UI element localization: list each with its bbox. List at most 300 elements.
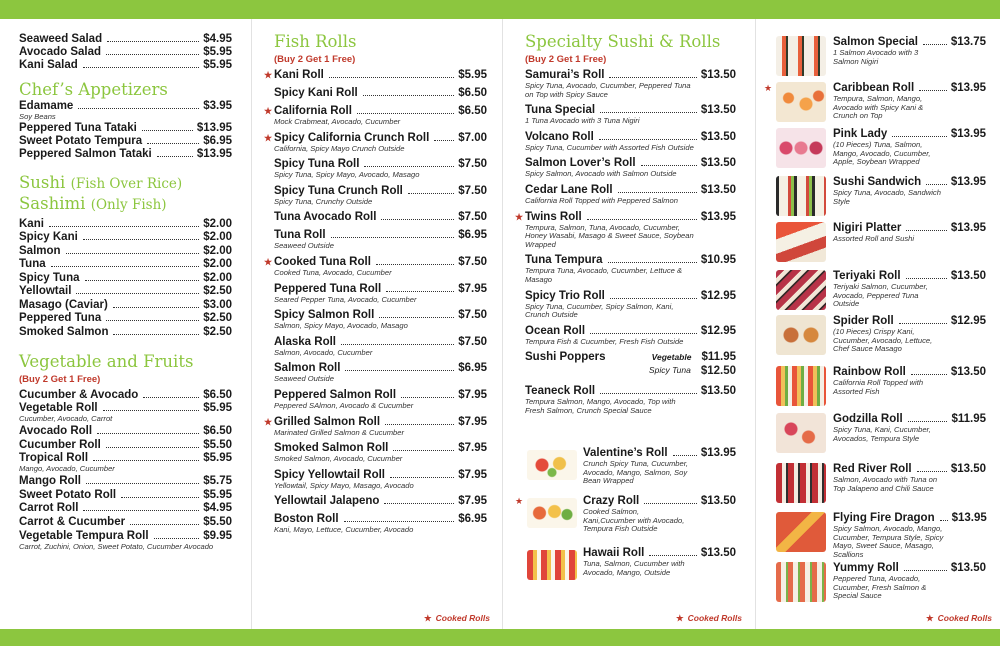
item-row (833, 413, 986, 426)
item-price: $2.00 (203, 258, 232, 271)
item-name: Spicy Yellowtail Roll (274, 468, 385, 481)
item-desc: Tempura Salmon, Mango, Avocado, Top with Fresh Salmon, Crunch Special Sauce (525, 397, 676, 415)
dot-leader (329, 77, 454, 78)
menu-item (274, 158, 487, 180)
item-name: Seaweed Salad (19, 33, 103, 45)
dot-leader (600, 112, 697, 113)
item-row (583, 447, 736, 460)
item-row (19, 245, 232, 258)
item-name: Smoked Salmon (19, 325, 109, 338)
dot-leader (130, 524, 199, 525)
item-row (274, 87, 487, 100)
item-price: $7.50 (458, 158, 487, 171)
dot-leader (381, 219, 454, 220)
item-name: Kani (19, 217, 44, 230)
item-desc: Tempura Tuna, Avocado, Cucumber, Lettuce & Masago (525, 266, 683, 284)
item-name: Hawaii Roll (583, 547, 645, 559)
item-price: $10.95 (700, 254, 736, 267)
dot-leader (364, 166, 454, 167)
column-specialty (515, 32, 736, 416)
dot-leader (78, 108, 199, 109)
dot-leader (608, 262, 697, 263)
item-price: $7.50 (458, 309, 487, 322)
item-price: $9.95 (203, 529, 232, 542)
item-desc: Mango, Avocado, Cucumber (19, 464, 115, 474)
column-salads-appetizers (19, 33, 232, 552)
item-name: Vegetable Roll (19, 402, 98, 415)
item-row (274, 283, 487, 296)
menu-item (19, 439, 232, 452)
item-price: $2.50 (203, 285, 232, 298)
item-price: $13.50 (950, 270, 986, 282)
sushi-poppers (525, 351, 736, 377)
menu-item (274, 362, 487, 384)
item-price: $3.95 (203, 100, 232, 112)
item-desc: Salmon, Avocado, Cucumber (274, 347, 373, 357)
menu-item (19, 122, 232, 135)
item-name: Pink Lady (833, 128, 888, 140)
dot-leader (892, 136, 946, 137)
roll-photo (776, 366, 826, 406)
item-name: Tuna Special (525, 104, 596, 117)
item-desc: Cucumber, Avocado, Carrot (19, 414, 113, 424)
item-price: $12.95 (700, 324, 736, 337)
menu-item (19, 218, 232, 231)
item-desc: California Roll Topped with Assorted Fish (833, 378, 924, 396)
item-name: Valentine’s Roll (583, 447, 668, 459)
dot-leader (147, 143, 199, 144)
dot-leader (673, 455, 697, 456)
sashimi-title: Sashimi (19, 193, 86, 213)
item-price: $13.50 (950, 562, 986, 574)
item-price: $6.95 (458, 513, 487, 526)
menu-item (525, 157, 736, 179)
menu-item (19, 59, 232, 72)
item-price: $13.75 (950, 36, 986, 48)
item-row (19, 502, 232, 515)
cooked-rolls-label: Cooked Rolls (937, 613, 992, 623)
item-row (264, 415, 487, 429)
item-row (19, 148, 232, 161)
item-price: $7.50 (458, 184, 487, 197)
menu-item (274, 309, 487, 331)
item-name: Kani Salad (19, 59, 78, 71)
item-row (833, 463, 986, 476)
dot-leader (385, 424, 454, 425)
item-row (833, 270, 986, 283)
item-name: Spicy Tuna (19, 271, 80, 284)
menu-item (274, 336, 487, 358)
item-row (525, 184, 736, 197)
dot-leader (926, 184, 947, 185)
dot-leader (641, 165, 697, 166)
dot-leader (917, 471, 947, 472)
item-row (264, 105, 487, 118)
star-icon: ★ (424, 613, 432, 623)
menu-item (833, 562, 986, 601)
item-name: Ocean Roll (525, 324, 586, 337)
item-desc: California Roll Topped with Peppered Salmon (525, 195, 678, 205)
item-price: $2.00 (203, 217, 232, 230)
dot-leader (154, 538, 200, 539)
item-desc: Teriyaki Salmon, Cucumber, Avocado, Peppered Tuna Outside (833, 282, 928, 309)
bottom-green-band (0, 629, 1000, 646)
dot-leader (113, 334, 199, 335)
dot-leader (97, 433, 199, 434)
item-row (19, 122, 232, 135)
item-price: $4.95 (203, 502, 232, 515)
menu-item (274, 442, 487, 464)
sushi-paren: (Fish Over Rice) (70, 175, 183, 192)
item-desc: Crunch Spicy Tuna, Cucumber, Avocado, Mango, Salmon, Soy Bean Wrapped (583, 459, 688, 486)
item-desc: Carrot, Zuchini, Onion, Sweet Potato, Cucumber Avocado (19, 541, 214, 551)
col4-footer (926, 613, 992, 624)
dot-leader (143, 397, 199, 398)
item-price: $13.95 (196, 147, 232, 160)
item-desc: California, Spicy Mayo Crunch Outside (274, 143, 405, 153)
menu-item (19, 148, 232, 161)
item-price: $2.50 (203, 325, 232, 338)
item-row (19, 516, 232, 529)
menu-item (583, 447, 736, 486)
dot-leader (386, 291, 454, 292)
item-name: Red River Roll (833, 463, 912, 475)
item-price: $13.50 (700, 130, 736, 143)
dot-leader (908, 421, 948, 422)
item-price: $7.95 (458, 388, 487, 401)
roll-photo (776, 36, 826, 76)
menu-item (833, 270, 986, 309)
vegetable-heading: Vegetable and Fruits (19, 351, 194, 371)
item-price: $6.95 (203, 134, 232, 147)
menu-item (19, 530, 232, 552)
item-price: $7.95 (458, 282, 487, 295)
dot-leader (434, 140, 454, 141)
item-price: $13.50 (950, 366, 986, 378)
dot-leader (49, 226, 199, 227)
dot-leader (113, 307, 199, 308)
item-name: Rainbow Roll (833, 366, 906, 378)
item-row (19, 530, 232, 543)
roll-photo (776, 315, 826, 355)
item-price: $13.95 (196, 121, 232, 134)
menu-item (19, 425, 232, 438)
item-price: $13.50 (700, 385, 736, 398)
item-row (833, 36, 986, 49)
item-row (19, 299, 232, 312)
item-price: $5.95 (203, 452, 232, 465)
item-desc: Salmon, Avocado with Tuna on Top Jalapeno and Chili Sauce (833, 475, 938, 493)
item-name: Spicy Salmon Roll (274, 309, 375, 322)
fish-rolls-heading: Fish Rolls (274, 32, 357, 51)
item-row (274, 309, 487, 322)
item-row (833, 562, 986, 575)
item-name: Salmon Lover’s Roll (525, 157, 636, 170)
item-row (833, 176, 986, 189)
item-row (264, 69, 487, 82)
menu-item (274, 229, 487, 251)
star-icon: ★ (764, 83, 773, 93)
item-name: Peppered Salmon Tataki (19, 147, 152, 160)
item-price: $5.95 (203, 59, 232, 71)
item-name: Spicy Kani Roll (274, 87, 358, 99)
item-desc: Cooked Salmon, Kani,Cucumber with Avocado, Tempura Fish Outside (583, 507, 685, 534)
item-price: $2.00 (203, 244, 232, 257)
roll-photo (776, 128, 826, 168)
dot-leader (393, 450, 454, 451)
item-price: $5.50 (203, 516, 232, 529)
menu-item (264, 415, 487, 438)
dot-leader (379, 317, 454, 318)
menu-item (19, 46, 232, 59)
item-name: Grilled Salmon Roll (274, 415, 381, 428)
menu-item (833, 366, 986, 396)
option-label: Vegetable (651, 352, 692, 363)
item-name: Kani Roll (274, 69, 324, 81)
item-row (19, 489, 232, 502)
item-desc: Seared Pepper Tuna, Avocado, Cucumber (274, 294, 417, 304)
item-desc: (10 Pieces) Crispy Kani, Cucumber, Avocado, Lettuce, Chef Sauce Masago (833, 327, 933, 354)
item-name: Teriyaki Roll (833, 270, 901, 282)
veg-promo: (Buy 2 Get 1 Free) (19, 373, 101, 385)
item-desc: Cooked Tuna, Avocado, Cucumber (274, 267, 392, 277)
item-price: $7.00 (458, 131, 487, 144)
dot-leader (83, 239, 199, 240)
col3-footer (676, 613, 742, 624)
menu-item (19, 285, 232, 298)
item-row (19, 59, 232, 72)
star-icon: ★ (926, 613, 934, 623)
dot-leader (106, 54, 199, 55)
item-name: Salmon (19, 244, 61, 257)
item-name: Peppered Tuna Roll (274, 282, 382, 295)
item-row (274, 211, 487, 224)
dot-leader (85, 280, 200, 281)
item-name: Smoked Salmon Roll (274, 442, 389, 455)
menu-item (274, 389, 487, 411)
menu-item (19, 452, 232, 474)
item-price: $12.95 (700, 289, 736, 302)
item-row (583, 547, 736, 560)
item-price: $7.50 (458, 335, 487, 348)
dot-leader (106, 447, 199, 448)
dot-leader (107, 41, 199, 42)
item-name: California Roll (274, 105, 352, 117)
menu-item (19, 299, 232, 312)
item-name: Crazy Roll (583, 495, 640, 507)
item-price: $7.95 (458, 442, 487, 455)
item-row (19, 285, 232, 298)
item-desc: Tuna, Salmon, Cucumber with Avocado, Mango, Outside (583, 559, 685, 577)
item-desc: Spicy Tuna, Kani, Cucumber, Avocados, Tempura Style (833, 425, 931, 443)
item-price: $13.50 (700, 69, 736, 81)
column-fish-rolls (264, 32, 487, 540)
item-desc: Spicy Tuna, Spicy Mayo, Avocado, Masago (274, 170, 420, 180)
item-desc: Seaweed Outside (274, 374, 334, 384)
roll-photo (776, 562, 826, 602)
item-price: $12.50 (700, 365, 736, 378)
dot-leader (919, 90, 947, 91)
item-row (833, 128, 986, 141)
item-row (19, 425, 232, 438)
item-desc: Tempura Fish & Cucumber, Fresh Fish Outside (525, 336, 684, 346)
item-name: Salmon Special (833, 36, 919, 48)
dot-leader (587, 219, 697, 220)
roll-photo (776, 222, 826, 262)
column-divider (251, 19, 252, 629)
item-name: Spider Roll (833, 315, 894, 327)
item-price: $13.95 (700, 447, 736, 459)
teaneck-roll (525, 385, 736, 415)
item-price: $2.50 (203, 312, 232, 325)
item-name: Yellowtail Jalapeno (274, 495, 380, 508)
dot-leader (121, 497, 199, 498)
item-name: Tuna (19, 258, 46, 271)
item-price: $13.50 (700, 104, 736, 117)
dot-leader (51, 266, 200, 267)
dot-leader (357, 113, 454, 114)
column-divider (502, 19, 503, 629)
item-row (274, 442, 487, 455)
item-row (19, 231, 232, 244)
item-row (515, 210, 736, 224)
menu-item (19, 258, 232, 271)
item-row (525, 254, 736, 267)
sushi-sashimi-heading (19, 173, 232, 215)
menu-item (833, 176, 986, 206)
item-price: $7.50 (458, 255, 487, 268)
item-name: Carrot Roll (19, 502, 79, 515)
item-price: $5.95 (203, 402, 232, 415)
dot-leader (83, 510, 199, 511)
item-price: $13.50 (700, 157, 736, 170)
menu-item (19, 231, 232, 244)
item-desc: Spicy Tuna, Crunchy Outside (274, 196, 373, 206)
item-price: $6.50 (203, 388, 232, 401)
col2-footer (424, 613, 490, 624)
item-desc: 1 Tuna Avocado with 3 Tuna Nigiri (525, 116, 640, 126)
menu-item (264, 131, 487, 154)
option-label: Spicy Tuna (648, 365, 691, 376)
dot-leader (390, 477, 454, 478)
item-row (19, 389, 232, 402)
item-price: $7.95 (458, 415, 487, 428)
item-row (583, 495, 736, 508)
item-row (264, 255, 487, 269)
item-name: Teaneck Roll (525, 385, 596, 398)
item-row (274, 229, 487, 242)
item-row (19, 312, 232, 325)
top-green-band (0, 0, 1000, 19)
item-price: $5.95 (203, 46, 232, 58)
item-desc: Yellowtail, Spicy Mayo, Masago, Avocado (274, 480, 414, 490)
item-row (19, 33, 232, 46)
item-name: Cucumber & Avocado (19, 388, 139, 401)
item-row (525, 69, 736, 82)
menu-item (274, 513, 487, 535)
item-row (833, 315, 986, 328)
item-desc: Marinated Grilled Salmon & Cucumber (274, 427, 404, 437)
item-name: Yellowtail (19, 285, 72, 298)
item-name: Boston Roll (274, 513, 339, 526)
dot-leader (331, 237, 455, 238)
item-name: Spicy Kani (19, 231, 78, 244)
dot-leader (76, 293, 199, 294)
item-name: Nigiri Platter (833, 222, 902, 234)
item-name: Sweet Potato Tempura (19, 134, 143, 147)
menu-item (264, 69, 487, 82)
roll-photo (776, 512, 826, 552)
item-price: $5.50 (203, 438, 232, 451)
item-name: Sushi Poppers (525, 351, 606, 364)
item-row (525, 131, 736, 144)
column-divider (755, 19, 756, 629)
item-name: Sweet Potato Roll (19, 488, 117, 501)
item-name: Volcano Roll (525, 130, 594, 143)
item-row (19, 258, 232, 271)
menu-item (525, 184, 736, 206)
dot-leader (408, 193, 454, 194)
dot-leader (142, 130, 193, 131)
item-desc: Kani, Mayo, Lettuce, Cucumber, Avocado (274, 525, 414, 535)
item-name: Cooked Tuna Roll (274, 255, 371, 268)
menu-item (833, 36, 986, 66)
menu-item (583, 547, 736, 577)
item-row (19, 452, 232, 465)
item-desc: 1 Salmon Avocado with 3 Salmon Nigiri (833, 48, 919, 66)
menu-item (525, 254, 736, 284)
dot-leader (940, 520, 948, 521)
item-name: Carrot & Cucumber (19, 516, 126, 529)
menu-item (525, 104, 736, 126)
item-desc: Tempura, Salmon, Mango, Avocado with Spicy Kani & Crunch on Top (833, 94, 924, 121)
dot-leader (923, 44, 947, 45)
item-row (833, 222, 986, 235)
star-icon: ★ (264, 132, 273, 143)
item-price: $7.95 (458, 495, 487, 508)
roll-photo (527, 550, 577, 580)
menu-item (833, 512, 986, 559)
dot-leader (599, 139, 697, 140)
dot-leader (341, 344, 454, 345)
item-row (274, 495, 487, 508)
item-name: Cucumber Roll (19, 438, 101, 451)
item-desc: Assorted Roll and Sushi (833, 234, 915, 243)
item-price: $6.50 (458, 105, 487, 117)
item-price: $13.95 (950, 176, 986, 188)
item-name: Samurai’s Roll (525, 69, 605, 81)
item-row (274, 185, 487, 198)
item-price: $11.95 (951, 413, 986, 425)
item-price: $5.95 (458, 69, 487, 81)
item-desc: Spicy Salmon, Avocado with Salmon Outside (525, 169, 677, 179)
roll-photo (527, 498, 577, 528)
menu-item (525, 325, 736, 347)
item-name: Spicy Trio Roll (525, 289, 605, 302)
item-row (19, 135, 232, 148)
roll-photo (776, 270, 826, 310)
item-row (274, 513, 487, 526)
item-row (264, 131, 487, 145)
star-icon: ★ (676, 613, 684, 623)
item-row (19, 439, 232, 452)
item-name: Edamame (19, 100, 74, 112)
item-price: $2.00 (203, 231, 232, 244)
item-desc: Spicy Tuna, Avocado, Cucumber, Peppered Tuna on Top with Spicy Sauce (525, 81, 691, 99)
item-name: Masago (Caviar) (19, 298, 108, 311)
item-desc: Spicy Tuna, Avocado, Sandwich Style (833, 188, 941, 206)
menu-item (525, 131, 736, 153)
